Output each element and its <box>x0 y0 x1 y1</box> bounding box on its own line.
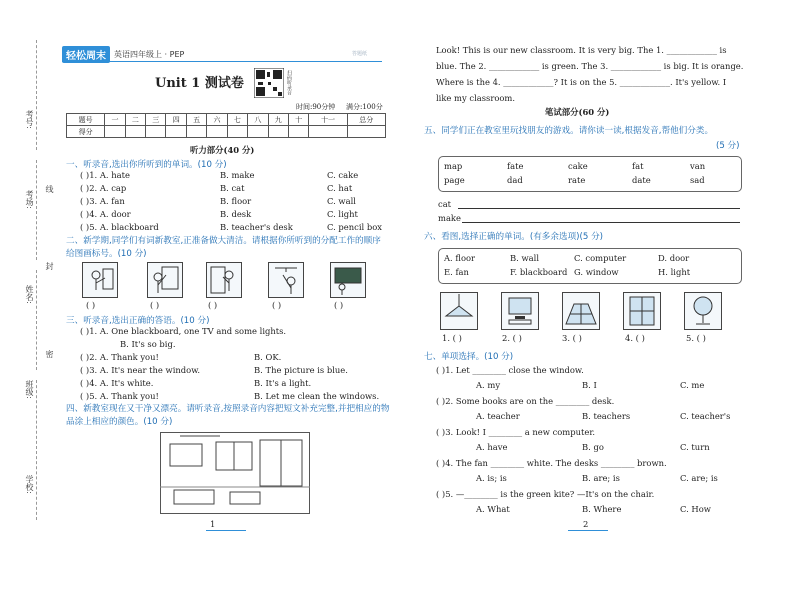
q1-option: B. make <box>220 170 255 180</box>
score-table-cell[interactable] <box>288 126 308 138</box>
q3-option: ( )3. A. It's near the window. <box>80 365 201 375</box>
q3-title: 三、听录音,选出正确的答语。(10 分) <box>66 316 210 326</box>
q3-option: B. OK. <box>254 352 282 362</box>
score-table-header: 九 <box>268 114 288 126</box>
seal-char: 封 <box>45 262 54 270</box>
score-table-cell[interactable] <box>347 126 385 138</box>
score-table-header: 四 <box>166 114 186 126</box>
score-table-cell[interactable] <box>227 126 247 138</box>
q1-option: ( )5. A. blackboard <box>80 222 159 232</box>
question-text: ( )3. Look! I ________ a new computer. <box>436 427 596 437</box>
word-card: van <box>690 161 706 171</box>
word-option: H. light <box>658 267 691 277</box>
class-field: 班级: <box>25 380 34 399</box>
q1-option: B. floor <box>220 196 252 206</box>
score-table-header: 八 <box>248 114 268 126</box>
q3-option: ( )2. A. Thank you! <box>80 352 159 362</box>
answer-blank: ( ) <box>334 300 344 310</box>
answer-choice: A. my <box>476 380 501 390</box>
q1-option: C. wall <box>327 196 356 206</box>
q1-option: B. desk <box>220 209 252 219</box>
score-table <box>66 113 386 138</box>
word-option: C. computer <box>574 253 627 263</box>
q3-option: B. Let me clean the windows. <box>254 391 380 401</box>
picture-cleaning <box>206 262 242 298</box>
score-table-cell[interactable] <box>146 126 166 138</box>
q1-option: B. teacher's desk <box>220 222 293 232</box>
name-field: 姓名: <box>25 285 34 304</box>
passage-line: like my classroom. <box>436 93 516 103</box>
word-card: fat <box>632 161 644 171</box>
score-table-header: 二 <box>125 114 145 126</box>
window-icon <box>623 292 661 330</box>
score-table-header: 总分 <box>347 114 385 126</box>
q1-title: 一、听录音,选出你所听到的单词。(10 分) <box>66 160 227 170</box>
passage-line: Look! This is our new classroom. It is very big. The 1. ____________ is <box>436 45 727 55</box>
word-card: page <box>444 175 465 185</box>
answer-blank: ( ) <box>208 300 218 310</box>
question-text: ( )5. —________ is the green kite? —It's on the chair. <box>436 489 655 499</box>
word-option: G. window <box>574 267 619 277</box>
score-table-cell[interactable] <box>186 126 206 138</box>
answer-blank: 2. ( ) <box>502 333 522 343</box>
picture-cleaning <box>268 262 304 298</box>
lamp-icon <box>440 292 478 330</box>
word-card: map <box>444 161 463 171</box>
q5-label-make: make <box>438 213 461 223</box>
answer-choice: B. go <box>582 442 604 452</box>
exam-room-field: 考场: <box>25 190 34 209</box>
q1-option: ( )4. A. door <box>80 209 131 219</box>
writing-heading: 笔试部分(60 分) <box>545 107 610 117</box>
q5-title: 五、同学们正在教室里玩找朋友的游戏。请你读一读,根据发音,帮他们分类。 <box>424 126 714 136</box>
footer-rule <box>568 530 608 531</box>
answer-choice: A. have <box>476 442 508 452</box>
score-table-cell[interactable]: 得分 <box>67 126 105 138</box>
page-title: Unit 1 测试卷 <box>155 76 244 91</box>
q3-option: ( )4. A. It's white. <box>80 378 154 388</box>
passage-line: blue. The 2. ____________ is green. The 3. ____________ is big. It is orange. <box>436 61 744 71</box>
answer-line <box>458 208 740 209</box>
score-table-cell[interactable] <box>268 126 288 138</box>
score-table-cell[interactable] <box>248 126 268 138</box>
word-card: cake <box>568 161 588 171</box>
q5-label-cat: cat <box>438 199 452 209</box>
q7-title: 七、单项选择。(10 分) <box>424 352 514 362</box>
score-table-header: 十 <box>288 114 308 126</box>
q2-title: 二、新学期,同学们有词新教室,正准备做大清洁。请根据你所听到的分配工作的顺序给图画标号。(10 分) <box>66 236 381 259</box>
q3-option: ( )1. A. One blackboard, one TV and some lights. <box>80 326 287 336</box>
score-table-header: 题号 <box>67 114 105 126</box>
q1-option: C. pencil box <box>327 222 382 232</box>
page-number-2: 2 <box>583 519 589 529</box>
seal-line <box>36 380 37 520</box>
score-table-cell[interactable] <box>207 126 227 138</box>
q1-option: ( )1. A. hate <box>80 170 130 180</box>
answer-choice: C. turn <box>680 442 710 452</box>
answer-blank: 5. ( ) <box>686 333 706 343</box>
footer-rule <box>206 530 246 531</box>
header-rule <box>62 61 382 62</box>
answer-choice: B. I <box>582 380 597 390</box>
picture-cleaning <box>82 262 118 298</box>
qr-caption: 扫码听录音 <box>286 70 292 95</box>
qr-code-icon <box>254 68 284 98</box>
answer-line <box>462 222 740 223</box>
score-table-header: 十一 <box>309 114 347 126</box>
q3-option: ( )5. A. Thank you! <box>80 391 159 401</box>
score-table-header: 六 <box>207 114 227 126</box>
answer-blank: ( ) <box>86 300 96 310</box>
answer-choice: C. teacher's <box>680 411 731 421</box>
q3-option: B. It's a light. <box>254 378 312 388</box>
picture-cleaning <box>330 262 366 298</box>
word-option: E. fan <box>444 267 469 277</box>
word-card: date <box>632 175 651 185</box>
corner-label: 答题纸 <box>352 51 368 57</box>
q3-option: B. It's so big. <box>120 339 176 349</box>
answer-blank: 1. ( ) <box>442 333 462 343</box>
question-text: ( )2. Some books are on the ________ desk. <box>436 396 615 406</box>
word-card: dad <box>507 175 523 185</box>
score-table-cell[interactable] <box>166 126 186 138</box>
score-table-header: 一 <box>105 114 125 126</box>
word-option: A. floor <box>444 253 476 263</box>
seal-char: 线 <box>45 185 54 193</box>
time-limit: 时间:90分钟 <box>296 103 336 111</box>
q1-option: B. cat <box>220 183 245 193</box>
answer-choice: A. is; is <box>476 473 507 483</box>
floor-icon <box>562 292 600 330</box>
score-table-cell[interactable] <box>125 126 145 138</box>
score-table-header: 五 <box>186 114 206 126</box>
score-table-cell[interactable] <box>105 126 125 138</box>
q1-option: ( )3. A. fan <box>80 196 125 206</box>
exam-number-field: 考号: <box>25 110 34 129</box>
classroom-drawing <box>160 432 310 514</box>
word-option: F. blackboard <box>510 267 568 277</box>
school-field: 学校: <box>25 475 34 494</box>
answer-choice: B. Where <box>582 504 622 514</box>
computer-icon <box>501 292 539 330</box>
answer-blank: 4. ( ) <box>625 333 645 343</box>
fan-icon <box>684 292 722 330</box>
answer-choice: A. What <box>476 504 510 514</box>
score-table-header: 七 <box>227 114 247 126</box>
q4-title: 四、新教室现在又干净又漂亮。请听录音,按照录音内容把短文补充完整,并把相应的物品涂上相应的颜色。(10 分) <box>66 404 390 427</box>
answer-choice: A. teacher <box>476 411 520 421</box>
word-option: D. door <box>658 253 690 263</box>
score-table-header: 三 <box>146 114 166 126</box>
q1-option: C. light <box>327 209 358 219</box>
question-text: ( )1. Let ________ close the window. <box>436 365 584 375</box>
question-text: ( )4. The fan ________ white. The desks ________ brown. <box>436 458 667 468</box>
q1-option: ( )2. A. cap <box>80 183 127 193</box>
word-card: rate <box>568 175 586 185</box>
series-label: 英语四年级上 · PEP <box>114 50 185 59</box>
seal-char: 密 <box>45 350 54 358</box>
word-card: fate <box>507 161 524 171</box>
seal-line <box>36 40 37 150</box>
q1-option: C. cake <box>327 170 359 180</box>
answer-choice: B. are; is <box>582 473 620 483</box>
q1-option: C. hat <box>327 183 353 193</box>
q5-points: (5 分) <box>716 141 740 151</box>
answer-blank: ( ) <box>150 300 160 310</box>
answer-blank: ( ) <box>272 300 282 310</box>
answer-choice: C. How <box>680 504 711 514</box>
answer-choice: C. me <box>680 380 705 390</box>
seal-line <box>36 270 37 370</box>
seal-line <box>36 160 37 260</box>
word-card: sad <box>690 175 705 185</box>
full-score: 满分:100分 <box>346 103 383 111</box>
word-option: B. wall <box>510 253 539 263</box>
listening-heading: 听力部分(40 分) <box>190 145 255 155</box>
answer-choice: B. teachers <box>582 411 631 421</box>
page-number-1: 1 <box>210 519 216 529</box>
q3-option: B. The picture is blue. <box>254 365 348 375</box>
answer-blank: 3. ( ) <box>562 333 582 343</box>
passage-line: Where is the 4. ____________? It is on the 5. ____________. It's yellow. I <box>436 77 727 87</box>
answer-choice: C. are; is <box>680 473 718 483</box>
score-table-cell[interactable] <box>309 126 347 138</box>
picture-cleaning <box>147 262 183 298</box>
q6-title: 六、看图,选择正确的单词。(有多余选项)(5 分) <box>424 232 604 242</box>
brand-logo: 轻松周末 <box>62 46 110 63</box>
